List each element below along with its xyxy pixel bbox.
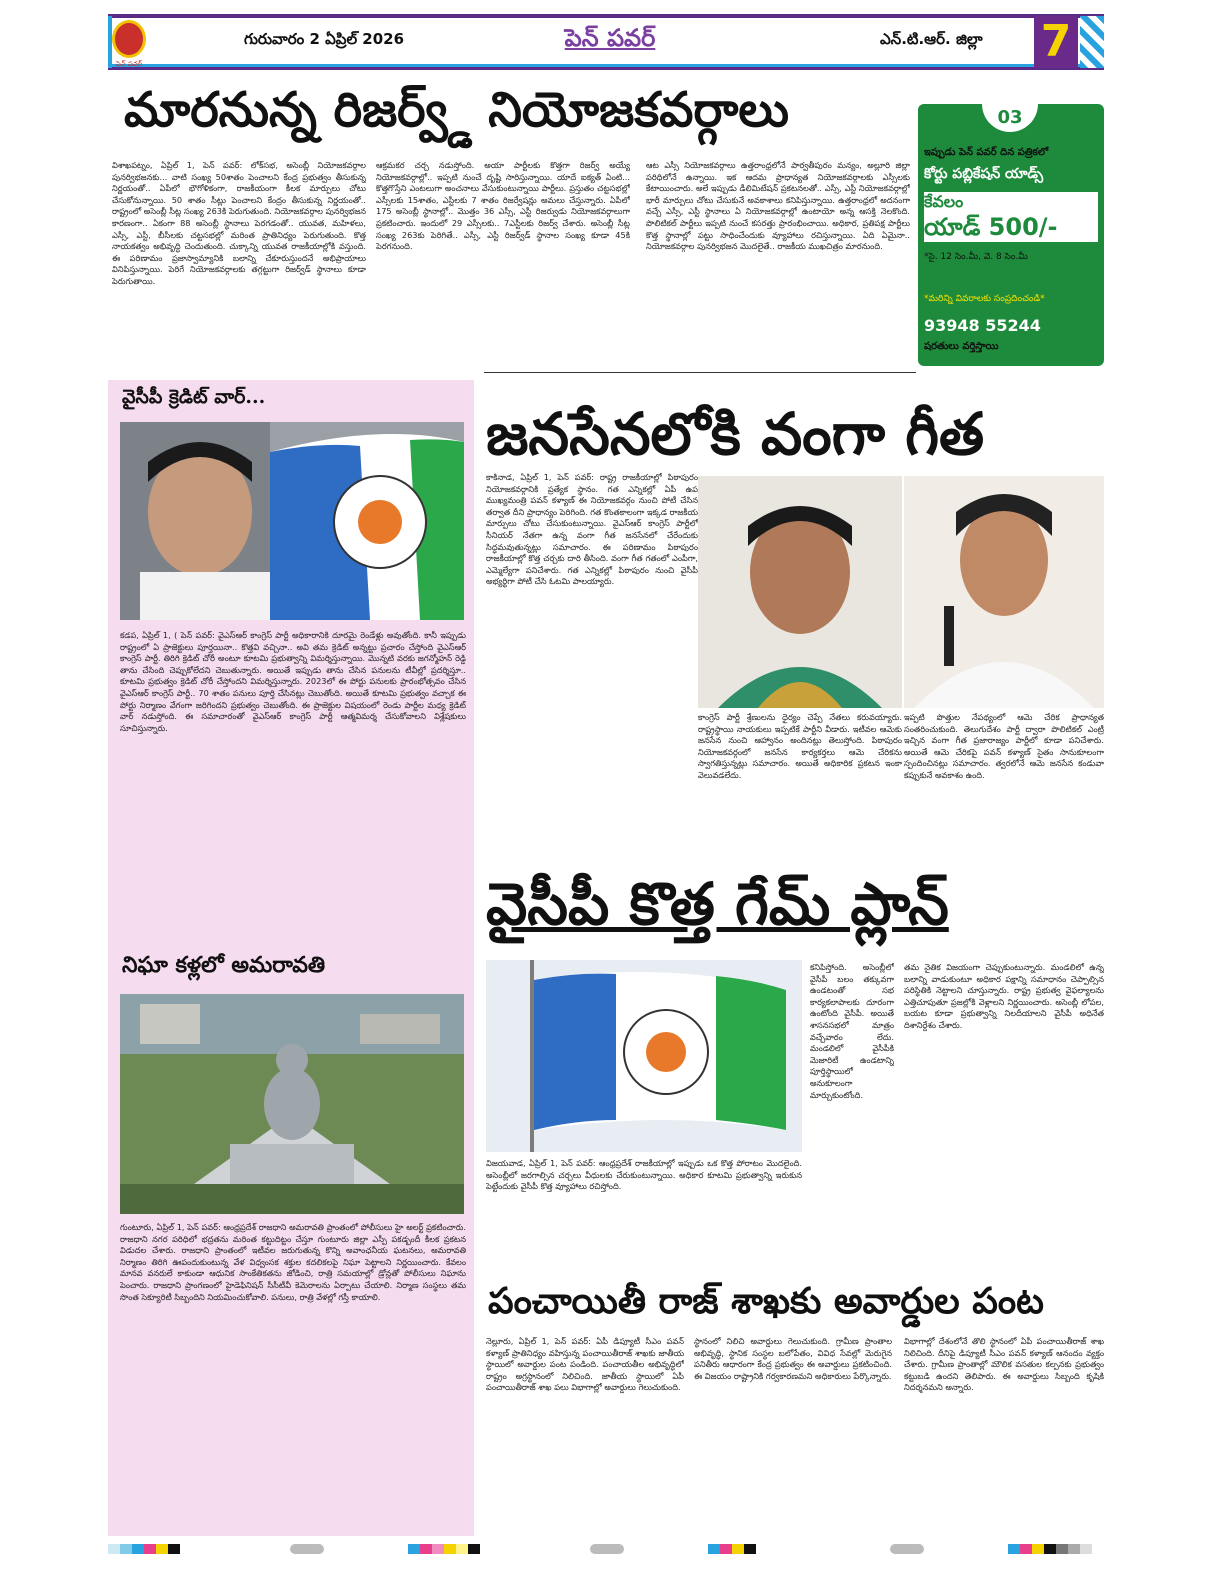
ad-line-1: ఇప్పుడు పెన్ పవర్ దిన పత్రికలో: [924, 147, 1049, 158]
headline-ysrcp-game-plan: వైసీపీ కొత్త గేమ్ ప్లాన్: [486, 870, 949, 938]
amaravati-aerial-photo: [120, 994, 464, 1214]
story3-caption-text: విజయవాడ, ఏప్రిల్ 1, పెన్ పవర్: ఆంధ్రప్రదేశ్ రాజకీయాల్లో ఇప్పుడు ఒక కొత్త పోరాటం మొదలైంది. అసెంబ్లీలో జరగాల్సిన చర్చలు వీధులకు చేరుకుంటున్నాయి. అధికార కూటమి ప్రభుత్వాన్ని ఇరుకున పెట్టేందుకు వైసీపీ కొత్త వ్యూహాలు రచిస్తోంది.: [486, 1158, 802, 1192]
ad-line-2: కోర్టు పబ్లికేషన్ యాడ్స్: [924, 166, 1044, 182]
masthead-underline: [108, 64, 1104, 67]
issue-date: గురువారం 2 ఏప్రిల్ 2026: [244, 30, 405, 48]
story1-column-3: ఆట ఎస్సీ నియోజకవర్గాలు ఉత్తరాంధ్రలోనే పార్వతీపురం మన్యం, అల్లూరి జిల్లా పరిధిలోనే ఉన్నాయి. ఇక ఆదమ ప్రాధాన్యత నియోజకవర్గాలకు ఎస్సీలకు కేటాయించారు. అలే ఇప్పుడు డీలిమిటేషన్ ప్రకటనలతో.. ఎస్సీ, ఎస్టీ నియోజకవర్గాల్లో భారీ మార్పులు చోటు చేసుకునే అవకాశాలు కనిపిస్తున్నాయి. ఉత్తరాంధ్రలో అదనంగా వచ్చే ఎస్సీ, ఎస్టీ స్థానాలు ఏ నియోజకవర్గాల్లో ఉంటాయో అన్న ఆసక్తి నెలకొంది. పొలిటికల్ పార్టీలు ఇప్పటి నుంచే కసరత్తు ప్రారంభించాయి. అధికార, ప్రతిపక్ష పార్టీలు కొత్త స్థానాల్లో పట్టు సాధించేందుకు వ్యూహాలు రచిస్తున్నాయి. ఏది ఏమైనా.. నియోజకవర్గాల పునర్విభజన మొదలైతే.. రాజకీయ ముఖచిత్రం మారనుంది.: [646, 160, 910, 252]
ad-line-3: కేవలం: [924, 192, 1098, 215]
story2-column-2: కాంగ్రెస్ పార్టీ శ్రేణులను ధైర్యం చెప్పే నేతలు కరువయ్యారు. రాష్ట్రస్థాయి నాయకులు ఇప్పటికే పార్టీని వీడారు. ఇటీవల ఆమెకు జనసేన నుంచి ఆహ్వానం అందినట్లు తెలుస్తోంది. పిఠాపురం నియోజకవర్గంలో జనసేన కార్యకర్తలు ఆమె చేరికను స్వాగతిస్తున్నట్లు సమాచారం. అయితే అధికారిక ప్రకటన ఇంకా వెలువడలేదు.: [698, 712, 902, 780]
ysrcp-flag-photo: [486, 960, 802, 1152]
headline-panchayat-raj-awards: పంచాయితీ రాజ్ శాఖకు అవార్డుల పంట: [488, 1280, 1044, 1322]
story1-column-2: ఆక్రమకర చర్చ నడుస్తోంది. అయా పార్టీలకు కొత్తగా రిజర్వ్ అయ్యే నియోజకవర్గాల్లో.. ఇప్పటి నుంచే దృష్టి సారిస్తున్నాయి. యాదే ఐక్యత్ ఏంటి... కొత్తగొస్తేని ఎంటలుగా అంచనాలు వేసుకుంటున్నాయి పార్టీలు. ప్రస్తుతం చట్టసభల్లో ఎస్సీలకు 15శాతం, ఎస్టీలకు 7 శాతం రిజర్వేషన్లు అమలు చేస్తున్నారు. ఏపీలో 175 అసెంబ్లీ స్థానాల్లో.. మొత్తం 36 ఎస్సీ, ఎస్టీ రిజర్వుడు నియోజకవర్గాలుగా ప్రకటించారు. ఇందులో 29 ఎస్సీలకు.. 7ఎస్టీలకు రిజర్వ్ చేశారు. అసెంబ్లీ సీట్ల సంఖ్య 263కు పెరిగితే.. ఎస్సీ, ఎస్టీ రిజర్వ్‌డ్ స్థానాల సంఖ్య కూడా 45కి పెరగనుంది.: [376, 160, 630, 252]
vanga-geetha-photo: [698, 476, 902, 708]
story1-column-1: విశాఖపట్నం, ఏప్రిల్ 1, పెన్ పవర్: లోక్‌సభ, అసెంబ్లీ నియోజకవర్గాల పునర్విభజనకు... వాటి సంఖ్య 50శాతం పెంచాలని కేంద్ర ప్రభుత్వం తీసుకున్న నిర్ణయంతో.. ఏపీలో భౌగోళికంగా, రాజకీయంగా కీలక మార్పులు చోటు చేసుకోనున్నాయి. 50 శాతం సీట్లు పెంచాలని కేంద్రం తీసుకున్న నిర్ణయంతో.. రాష్ట్రంలో అసెంబ్లీ సీట్ల సంఖ్య 263కి పెరుగుతుంది. నియోజకవర్గాల పునర్విభజన కారణంగా.. ఏకంగా 88 అసెంబ్లీ స్థానాలు పెరగడంతో.. యువత, మహిళలు, ఎస్సీ, ఎస్టీ, బీసీలకు చట్టసభల్లో మరింత ప్రాతినిధ్యం పెరుగుతుంది. కొత్త నాయకత్వం అభివృద్ధి చెందుతుంది. చుక్కాన్ని యువత రాజకీయాల్లోకి వస్తుంది. ఈ పరిణామం ప్రజాస్వామ్యానికి బలాన్ని చేకూరుస్తుందనే అభిప్రాయాలు వినిపిస్తున్నాయి. పెరిగే నియోజకవర్గాలకు తగ్గట్టుగా రిజర్వ్‌డ్ స్థానాలు కూడా పెరుగుతాయి.: [112, 160, 366, 286]
ad-price: యాడ్ 500/-: [924, 212, 1098, 242]
ad-size-note: *సై. 12 సెం.మీ, వె. 8 సెం.మీ: [924, 252, 1028, 262]
jagan-flag-photo: [120, 422, 464, 620]
edition-district: ఎన్.టి.ఆర్. జిల్లా: [880, 30, 983, 48]
masthead-stripe-right: [1080, 16, 1104, 68]
story4-column-1: నెల్లూరు, ఏప్రిల్ 1, పెన్ పవర్: ఏపీ డిప్యూటీ సీఎం పవన్ కళ్యాణ్ ప్రాతినిధ్యం వహిస్తున్న పంచాయితీరాజ్ శాఖకు జాతీయ స్థాయిలో అవార్డుల పంట పండింది. పంచాయతీల అభివృద్ధిలో రాష్ట్రం అగ్రస్థానంలో నిలిచింది. జాతీయ స్థాయిలో ఏపీ పంచాయితీరాజ్ శాఖ పలు విభాగాల్లో అవార్డులు గెలుచుకుంది.: [486, 1336, 684, 1393]
story4-column-2: స్థానంలో నిలిచి అవార్డులు గెలుచుకుంది. గ్రామీణ ప్రాంతాల అభివృద్ధి, స్థానిక సంస్థల బలోపేతం, వివిధ సేవల్లో మెరుగైన పనితీరు ఆధారంగా కేంద్ర ప్రభుత్వం ఈ అవార్డులు ప్రకటించింది. ఈ విజయం రాష్ట్రానికి గర్వకారణమని అధికారులు పేర్కొన్నారు.: [694, 1336, 892, 1381]
story4-column-3: విభాగాల్లో దేశంలోనే తొలి స్థానంలో ఏపీ పంచాయితీరాజ్ శాఖ నిలిచింది. దీనిపై డిప్యూటీ సీఎం పవన్ కళ్యాణ్ ఆనందం వ్యక్తం చేశారు. గ్రామీణ ప్రాంతాల్లో మౌలిక వసతుల కల్పనకు ప్రభుత్వం కట్టుబడి ఉందని తెలిపారు. ఈ అవార్డులు సిబ్బంది కృషికి నిదర్శనమని అన్నారు.: [904, 1336, 1104, 1393]
sidebar-kicker: వైసీపీ క్రెడిట్ వార్...: [122, 386, 266, 408]
masthead-title: పెన్ పవర్: [564, 24, 656, 52]
newspaper-logo-icon: [112, 20, 146, 58]
ad-badge: 03: [982, 104, 1038, 132]
page-number: 7: [1034, 16, 1078, 68]
ad-terms: షరతులు వర్తిస్తాయి: [924, 341, 999, 352]
divider: [484, 372, 916, 373]
sidebar-amaravati-text: గుంటూరు, ఏప్రిల్ 1, పెన్ పవర్: ఆంధ్రప్రదేశ్ రాజధాని అమరావతి ప్రాంతంలో పోలీసులు హై అలర్ట్ ప్రకటించారు. రాజధాని నగర పరిధిలో భద్రతను మరింత కట్టుదిట్టం చేస్తూ గుంటూరు జిల్లా ఎస్పీ పకడ్బందీ కీలక ప్రకటన విడుదల చేశారు. రాజధాని ప్రాంతంలో ఇటీవల జరుగుతున్న కొన్ని అవాంఛనీయ ఘటనలు, అమరావతి నిర్మాణం తిరిగి ఊపందుకుంటున్న వేళ విధ్వంసక శక్తుల కదలికలపై నిఘా పెట్టాలని నిర్ణయించారు. కేవలం మానవ వనరులే కాకుండా ఆధునిక సాంకేతికతను జోడించి, రాత్రి సమయాల్లో డ్రోన్లతో పోలీసులు నిఘాను పెంచారు. రాజధాని ప్రాంగణంలో హైడెఫినిషన్ సీసీటీవీ కెమెరాలను ఏర్పాటు చేయాలి. నిర్మాణ సంస్థలు తమ సొంత సెక్యూరిటీ సిబ్బందిని నియమించుకోవాలి. పనులు, రాత్రి వేళల్లో గస్తీ కాయాలి.: [120, 1222, 466, 1302]
sidebar-heading-amaravati: నిఘా కళ్లలో అమరావతి: [122, 952, 326, 978]
headline-janasena-vanga-geetha: జనసేనలోకి వంగా గీత: [486, 400, 985, 468]
ad-contact-note: *మరిన్ని వివరాలకు సంప్రదించండి*: [924, 294, 1045, 304]
story3-column-1: కనిపిస్తోంది. అసెంబ్లీలో వైసీపీ బలం తక్కువగా ఉండటంతో సభ కార్యకలాపాలకు దూరంగా ఉంటోంది వైసీపీ. అయితే శాసనసభలో మాత్రం వచ్చేవారం లేదు. మండలిలో వైసీపీకి మెజారిటీ ఉండటాన్ని పూర్తిస్థాయిలో అనుకూలంగా మార్చుకుంటోంది.: [810, 962, 894, 1100]
story2-column-3: ఇప్పటి పొత్తుల నేపథ్యంలో ఆమె చేరిక ప్రాధాన్యత సంతరించుకుంది. తెలుగుదేశం పార్టీ ద్వారా పొలిటికల్ ఎంట్రీ ఇచ్చిన వంగా గీత ప్రజారాజ్యం పార్టీలో కూడా పనిచేశారు. అయితే ఆమె చేరికపై పవన్ కళ్యాణ్ సైతం సానుకూలంగా స్పందించినట్లు సమాచారం. త్వరలోనే ఆమె జనసేన కండువా కప్పుకునే అవకాశం ఉంది.: [904, 712, 1104, 780]
sidebar-credit-war-text: కడప, ఏప్రిల్ 1, ( పెన్ పవర్: వైఎస్ఆర్ కాంగ్రెస్ పార్టీ అధికారానికి దూరమై రెండేళ్లు అవుతోంది. కానీ ఇప్పుడు రాష్ట్రంలో ఏ ప్రాజెక్టులు పూర్తయినా.. కొత్తవి వచ్చినా.. అవి తమ క్రెడిట్ అన్నట్టు ప్రచారం చేస్తోంది వైఎస్ఆర్ కాంగ్రెస్ పార్టీ. తిరిగి క్రెడిట్ చోరీ అంటూ కూటమి ప్రభుత్వాన్ని విమర్శిస్తున్నాయి. మొన్నటి వరకు జగన్మోహన్ రెడ్డి తాను చేసింది చెప్పుకోలేదని చెబుతున్నారు. అయితే ఇప్పుడు తాను చేసిన పనులను టీవీల్లో ప్రదర్శిస్తూ.. కూటమి ప్రభుత్వం క్రెడిట్ చోరీ చేస్తోందని విమర్శిస్తున్నారు. 2023లో ఈ పోర్టు పనులకు ప్రారంభోత్సవం చేసిన వైఎస్ఆర్ కాంగ్రెస్ పార్టీ.. 70 శాతం పనులు పూర్తి చేసినట్లు చెబుతోంది. అయితే కూటమి ప్రభుత్వం వచ్చాక ఈ పోర్టు నిర్మాణం వేగంగా జరిగిందని ప్రభుత్వం చెబుతోంది. ఈ ప్రాజెక్టుల విషయంలో రెండు పార్టీల మధ్య క్రెడిట్ వార్ నడుస్తోంది. ఈ సమాచారంతో వైఎస్ఆర్ కాంగ్రెస్ పార్టీ ఆత్మవిమర్శ చేసుకోవాలని విశ్లేషకులు సూచిస్తున్నారు.: [120, 630, 466, 733]
logo-caption: పెన్ పవర్: [115, 60, 143, 68]
story3-column-2: తమ నైతిక విజయంగా చెప్పుకుంటున్నారు. మండలిలో ఉన్న బలాన్ని వాడుకుంటూ అధికార పక్షాన్ని సమాధానం చెప్పాల్సిన పరిస్థితికి నెట్టాలని చూస్తున్నారు. రాష్ట్ర ప్రభుత్వ వైఫల్యాలను ఎత్తిచూపుతూ ప్రజల్లోకి వెళ్లాలని నిర్ణయించారు. అసెంబ్లీ లోపల, బయట కూడా ప్రభుత్వాన్ని నిలదీయాలని వైసీపీ అధినేత దిశానిర్దేశం చేశారు.: [904, 962, 1104, 1030]
headline-reserved-constituencies: మారనున్న రిజర్వ్డ్ నియోజకవర్గాలు: [124, 82, 789, 138]
story2-column-1: కాకినాడ, ఏప్రిల్ 1, పెన్ పవర్: రాష్ట్ర రాజకీయాల్లో పిఠాపురం నియోజకవర్గానికి ప్రత్యేక స్థానం. గత ఎన్నికల్లో ఏపీ ఉప ముఖ్యమంత్రి పవన్ కళ్యాణ్ ఈ నియోజకవర్గం నుంచి పోటీ చేసిన తర్వాత దీని ప్రాధాన్యం పెరిగింది. గత కొంతకాలంగా ఇక్కడ రాజకీయ మార్పులు చోటు చేసుకుంటున్నాయి. వైఎస్ఆర్ కాంగ్రెస్ పార్టీలో సీనియర్ నేతగా ఉన్న వంగా గీత జనసేనలో చేరేందుకు సిద్ధమవుతున్నట్లు సమాచారం. ఈ పరిణామం పిఠాపురం రాజకీయాల్లో కొత్త చర్చకు దారి తీసింది. వంగా గీత గతంలో ఎంపీగా, ఎమ్మెల్యేగా పనిచేశారు. గత ఎన్నికల్లో పిఠాపురం నుంచి వైసీపీ అభ్యర్థిగా పోటీ చేసి ఓటమి పాలయ్యారు.: [486, 472, 698, 587]
pawan-kalyan-photo: [904, 476, 1104, 708]
ad-phone: 93948 55244: [924, 316, 1041, 335]
